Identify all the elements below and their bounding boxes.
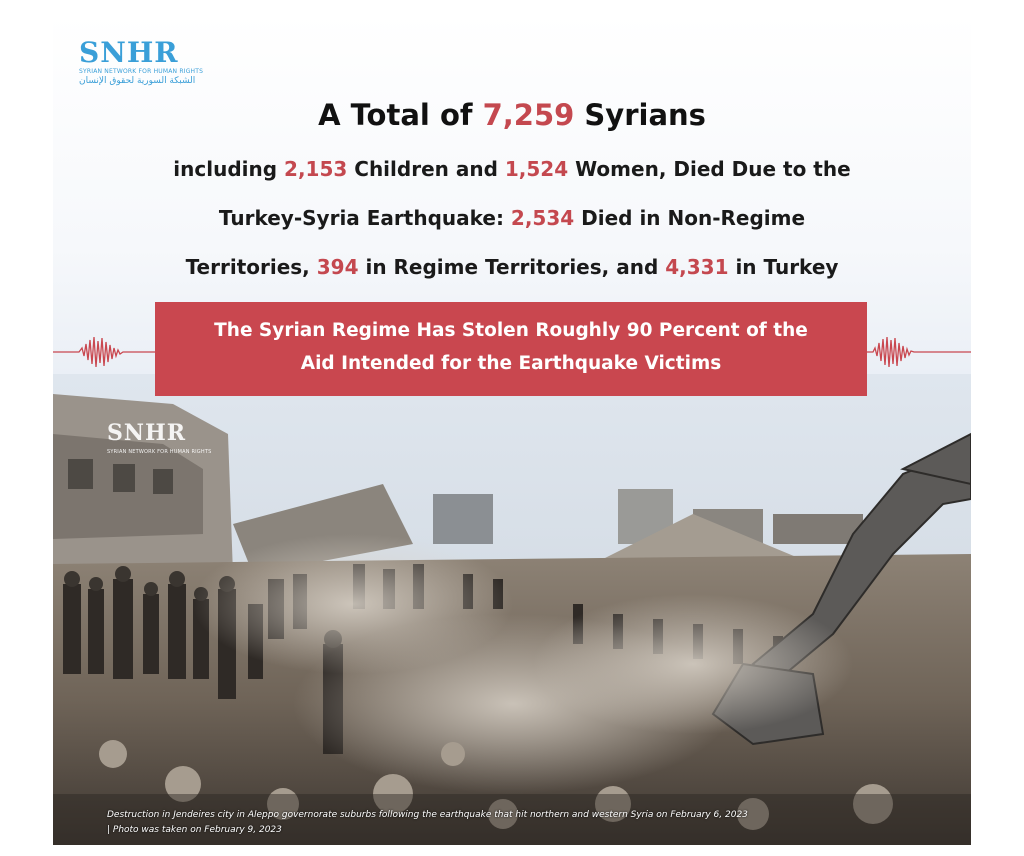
watermark-subtitle: SYRIAN NETWORK FOR HUMAN RIGHTS: [107, 449, 212, 455]
logo-subtitle-ar: الشبكة السورية لحقوق الإنسان: [79, 76, 196, 86]
logo-subtitle-en: SYRIAN NETWORK FOR HUMAN RIGHTS: [79, 68, 204, 75]
banner-line-2: Aid Intended for the Earthquake Victims: [300, 353, 722, 374]
text: Turkey-Syria Earthquake:: [218, 206, 511, 230]
children-count: 2,153: [284, 157, 348, 181]
subheading-line-3: [53, 255, 971, 279]
logo-name: SNHR: [79, 36, 179, 69]
seismograph-wave-left: [53, 332, 155, 372]
seismograph-wave-right: [867, 332, 971, 372]
subheading-line-2: [53, 206, 971, 230]
headline-post: Syrians: [574, 98, 706, 132]
headline-total: 7,259: [482, 98, 575, 132]
text: in Regime Territories, and: [358, 255, 666, 279]
infographic-card: [53, 14, 971, 845]
watermark-name: SNHR: [107, 420, 187, 446]
caption-line-1: Destruction in Jendeires city in Aleppo governorate suburbs following the earthquake that hit northern and western Syria on February 6, 2023: [107, 810, 748, 820]
turkey-count: 4,331: [665, 255, 729, 279]
women-count: 1,524: [504, 157, 569, 181]
photo-watermark-logo: [107, 418, 211, 456]
headline-pre: A Total of: [318, 98, 483, 132]
banner-line-1: The Syrian Regime Has Stolen Roughly 90 Percent of the: [214, 320, 808, 341]
text: including: [173, 157, 285, 181]
snhr-logo: [79, 38, 219, 87]
aid-theft-banner: [155, 302, 867, 396]
headline: [53, 98, 971, 132]
regime-count: 394: [316, 255, 359, 279]
non-regime-count: 2,534: [510, 206, 575, 230]
text: in Turkey: [728, 255, 839, 279]
caption-line-2: | Photo was taken on February 9, 2023: [107, 825, 282, 835]
text: Territories,: [185, 255, 317, 279]
text: Women, Died Due to the: [568, 157, 851, 181]
subheading-line-1: [53, 157, 971, 181]
text: Died in Non-Regime: [574, 206, 806, 230]
text: Children and: [347, 157, 505, 181]
photo-caption: [107, 808, 927, 838]
